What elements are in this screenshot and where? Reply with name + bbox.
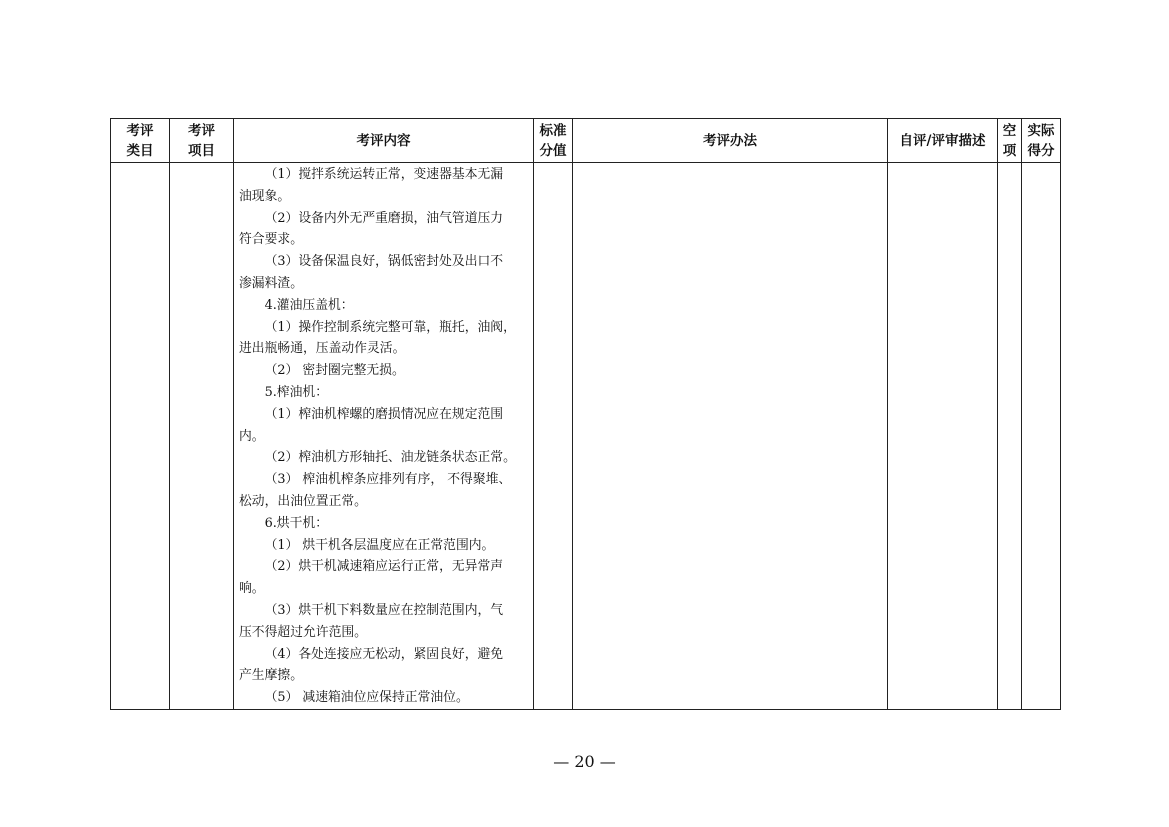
content-line: （2）烘干机减速箱应运行正常，无异常声: [264, 559, 504, 575]
content-line: 渗漏料渣。: [239, 275, 303, 291]
content-line: 4.灌油压盖机：: [264, 297, 354, 313]
review-cell: [888, 163, 998, 710]
actual-score-cell: [1022, 163, 1061, 710]
content-line: （1） 烘干机各层温度应在正常范围内。: [264, 537, 495, 553]
header-actual-line-2: 得分: [1027, 142, 1055, 159]
header-blank-line-1: 空: [1002, 122, 1017, 139]
content-line: （2）设备内外无严重磨损，油气管道压力: [264, 210, 504, 226]
content-line: （3）设备保温良好，锅低密封处及出口不: [264, 254, 504, 270]
content-line: （5） 减速箱油位应保持正常油位。: [264, 690, 469, 706]
header-blank-line-2: 项: [1002, 142, 1017, 159]
content-line: 5.榨油机：: [264, 384, 328, 400]
header-review: 自评/评审描述: [888, 119, 998, 163]
content-line: 响。: [239, 581, 265, 597]
header-item-line-1: 考评: [188, 122, 215, 139]
header-content: 考评内容: [234, 119, 534, 163]
evaluation-table: [110, 118, 1061, 710]
table-header-row: [111, 119, 1061, 163]
content-line: （2）榨油机方形轴托、油龙链条状态正常。: [264, 450, 516, 466]
content-line: 松动，出油位置正常。: [239, 493, 367, 509]
header-actual-line-1: 实际: [1027, 122, 1055, 139]
content-line: （1）操作控制系统完整可靠，瓶托，油阀，: [264, 319, 516, 335]
content-text: [234, 163, 533, 709]
table-row: [111, 163, 1061, 710]
content-line: （3） 榨油机榨条应排列有序， 不得聚堆、: [264, 472, 512, 488]
header-method: 考评办法: [573, 119, 888, 163]
content-line: 6.烘干机：: [264, 515, 328, 531]
content-line: （2） 密封圈完整无损。: [264, 363, 405, 379]
header-category: [111, 119, 170, 163]
content-line: （4）各处连接应无松动，紧固良好，避免: [264, 646, 504, 662]
content-line: （1）榨油机榨螺的磨损情况应在规定范围: [264, 406, 504, 422]
content-line: 产生摩擦。: [239, 668, 303, 684]
category-cell: [111, 163, 170, 710]
content-cell: [234, 163, 534, 710]
header-blank: [998, 119, 1022, 163]
content-line: 压不得超过允许范围。: [239, 624, 367, 640]
header-category-line-2: 类目: [126, 142, 154, 159]
content-line: 符合要求。: [239, 232, 303, 248]
content-line: 油现象。: [239, 188, 291, 204]
header-actual: [1022, 119, 1061, 163]
header-category-line-1: 考评: [126, 122, 154, 139]
method-cell: [573, 163, 888, 710]
header-score-line-1: 标准: [539, 122, 567, 139]
header-item-line-2: 项目: [188, 142, 215, 159]
content-line: （1）搅拌系统运转正常，变速器基本无漏: [264, 167, 504, 182]
page-number: — 20 —: [553, 752, 616, 771]
content-line: （3）烘干机下料数量应在控制范围内，气: [264, 602, 504, 618]
header-score-line-2: 分值: [539, 142, 567, 159]
content-line: 进出瓶畅通，压盖动作灵活。: [239, 341, 406, 357]
blank-cell: [998, 163, 1022, 710]
item-cell: [170, 163, 234, 710]
header-item: [170, 119, 234, 163]
score-cell: [534, 163, 573, 710]
content-line: 内。: [239, 428, 265, 444]
header-score: [534, 119, 573, 163]
